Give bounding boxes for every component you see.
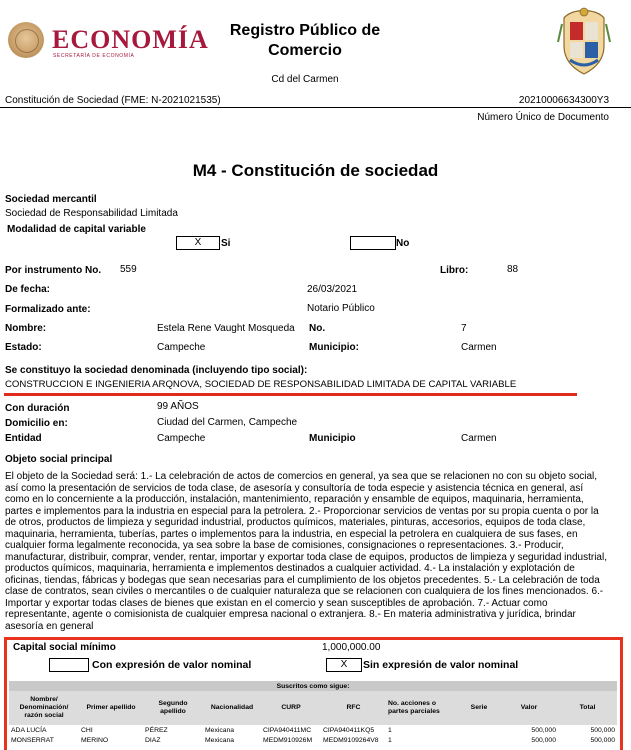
sociedad-mercantil-label: Sociedad mercantil: [5, 194, 97, 205]
cell: ADA LUCÍA: [11, 726, 47, 734]
cell: [458, 725, 500, 735]
col-header: CURP: [261, 691, 321, 725]
cell: MONSERRAT: [11, 736, 54, 744]
municipio-value: Carmen: [461, 342, 497, 353]
domicilio-value: Ciudad del Carmen, Campeche: [157, 417, 298, 428]
detalle-municipio-value: Carmen: [461, 433, 497, 444]
detalle-municipio-label: Municipio: [309, 433, 356, 444]
duracion-label: Con duración: [5, 403, 70, 414]
cell: MERINO: [81, 736, 109, 744]
suscritos-title: Suscritos como sigue:: [9, 681, 617, 691]
denominacion-label: Se constituyo la sociedad denominada (incluyendo tipo social):: [5, 365, 308, 376]
table-row: [9, 735, 617, 745]
table-row: [9, 725, 617, 735]
fecha-label: De fecha:: [5, 284, 51, 295]
col-header: No. acciones o partes parciales: [386, 691, 458, 725]
economia-seal-logo: [8, 22, 44, 58]
cell: Mexicana: [205, 726, 235, 734]
cell: [458, 735, 500, 745]
col-header: Valor: [500, 691, 558, 725]
duracion-value: 99 AÑOS: [157, 401, 199, 412]
denominacion-value: CONSTRUCCION E INGENIERIA ARQNOVA, SOCIEDAD DE RESPONSABILIDAD LIMITADA DE CAPITAL VARIABLE: [5, 379, 517, 390]
instrumento-label: Por instrumento No.: [5, 265, 102, 276]
header-divider: [0, 107, 631, 108]
con-valor-nominal-label: Con expresión de valor nominal: [92, 659, 252, 671]
cell: PÉREZ: [145, 726, 168, 734]
objeto-social-label: Objeto social principal: [5, 454, 113, 465]
no-label: No: [396, 238, 410, 249]
col-header: Total: [558, 691, 617, 725]
entidad-value: Campeche: [157, 433, 206, 444]
constitution-reference: Constitución de Sociedad (FME: N-2021021535): [5, 95, 221, 106]
cell: CHI: [81, 726, 93, 734]
form-title: M4 - Constitución de sociedad: [192, 161, 439, 180]
municipio-label: Municipio:: [309, 342, 359, 353]
sin-valor-nominal-checkbox[interactable]: X: [326, 658, 362, 672]
suscritos-table: [9, 681, 617, 745]
formalizado-label: Formalizado ante:: [5, 304, 91, 315]
notario-no-label: No.: [309, 323, 326, 334]
cell: 1: [388, 726, 392, 734]
formalizado-value: Notario Público: [307, 303, 375, 314]
nombre-label: Nombre:: [5, 323, 47, 334]
con-valor-nominal-checkbox[interactable]: [49, 658, 89, 672]
si-label: Si: [221, 238, 231, 249]
instrumento-value: 559: [120, 264, 137, 275]
capital-value: 1,000,000.00: [322, 642, 381, 653]
col-header: Nombre/ Denominación/ razón social: [9, 691, 79, 725]
libro-value: 88: [507, 264, 519, 275]
cell: CIPA940411KQ5: [323, 726, 375, 734]
sin-valor-nominal-label: Sin expresión de valor nominal: [363, 659, 519, 671]
col-header: RFC: [321, 691, 386, 725]
no-checkbox[interactable]: [350, 236, 396, 250]
estado-value: Campeche: [157, 342, 206, 353]
objeto-social-text: El objeto de la Sociedad será: 1.- La celebración de actos de comercios en general, ya sea que se relacionen no con su objeto social, así como la presentación de servicios de toda clase, de asesoría y consultoría de toda especie y asistencia técnica en general, así como en lo concerniente a la producción, instalación, mantenimiento, reparación y ensamble de equipos, maquinaria, herramienta, partes e implementos para la industria en especial para la petrolera. 2.- Proporcionar servicios de ventas por su propia cuenta o por la de otros, productos de limpieza y seguridad industrial, productos químicos, materiales, pinturas, accesorios, equipos de toda clase, maquinaria, herramienta, tuberías, partes o implementos para la industria, en especial la petrolera en cualquiera de sus fases, en cualquier forma legalmente reconocida, ya sea sobre la base de comisiones, consignaciones o representaciones. 3.- Producir, manufacturar, distribuir, comprar, vender, rentar, importar y exportar toda clase de equipos, productos de limpieza y seguridad industrial, productos químicos, maquinaria, herramienta e implementos destinados a cualquier actividad. 4.- La instalación y explotación de oficinas, tiendas, fábricas y bodegas que sean necesarias para el cumplimiento de los objetos precedentes. 5.- La celebración de toda clase de contratos, sean civiles o mercantiles o de cualquier naturaleza que se relacionen con cualquiera de los fines mencionados. 6.- Importar y exportar todas clases de bienes que existan en el comercio y sean susceptibles de aprobación. 7.- Actuar como representante, agente o comisionista de cualquier empresa nacional o extranjera. 8.- En materia administrativa y jurídica, brindar asesoría en general: [5, 471, 607, 632]
col-header: Nacionalidad: [203, 691, 261, 725]
economia-logo-text: ECONOMÍA: [52, 25, 209, 54]
cell: 500,000: [531, 736, 556, 744]
fecha-value: 26/03/2021: [307, 284, 358, 295]
cell: 500,000: [590, 726, 616, 734]
registry-city: Cd del Carmen: [271, 74, 339, 85]
cell: 1: [388, 736, 392, 744]
economia-logo-subtitle: SECRETARÍA DE ECONOMÍA: [53, 53, 135, 59]
sociedad-mercantil-value: Sociedad de Responsabilidad Limitada: [5, 208, 178, 219]
capital-label: Capital social mínimo: [13, 642, 116, 653]
red-underline-annotation: [4, 393, 577, 396]
nombre-value: Estela Rene Vaught Mosqueda: [157, 323, 295, 334]
cell: MEDM910926M: [263, 736, 313, 744]
table-header-row: [9, 691, 617, 725]
cell: MEDM9109264V8: [323, 736, 379, 744]
cell: DIAZ: [145, 736, 161, 744]
estado-label: Estado:: [5, 342, 42, 353]
domicilio-label: Domicilio en:: [5, 418, 68, 429]
si-checkbox[interactable]: X: [176, 236, 220, 250]
cell: Mexicana: [205, 736, 235, 744]
col-header: Primer apellido: [79, 691, 143, 725]
suscritos-title-row: [9, 681, 617, 691]
document-number-label: Número Único de Documento: [477, 112, 609, 123]
campeche-coat-of-arms: [556, 6, 612, 76]
registry-title: Registro Público de Comercio: [229, 22, 381, 59]
notario-no-value: 7: [461, 323, 467, 334]
libro-label: Libro:: [440, 265, 469, 276]
cell: CIPA940411MC: [263, 726, 312, 734]
col-header: Segundo apellido: [143, 691, 203, 725]
cell: 500,000: [531, 726, 556, 734]
document-number: 20210006634300Y3: [518, 95, 609, 106]
entidad-label: Entidad: [5, 433, 42, 444]
cell: 500,000: [590, 736, 616, 744]
modalidad-label: Modalidad de capital variable: [7, 224, 146, 235]
col-header: Serie: [458, 691, 500, 725]
